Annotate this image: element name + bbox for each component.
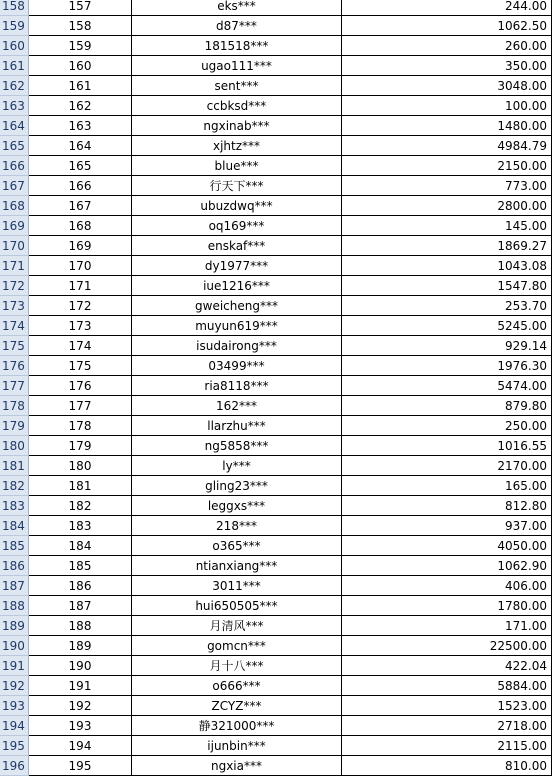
table-row xyxy=(0,336,555,356)
index-cell[interactable]: 157 xyxy=(29,0,132,16)
amount-cell[interactable]: 2150.00 xyxy=(342,156,552,176)
amount-cell[interactable]: 2800.00 xyxy=(342,196,552,216)
table-row xyxy=(0,236,555,256)
index-cell[interactable]: 188 xyxy=(29,616,132,636)
index-cell[interactable]: 168 xyxy=(29,216,132,236)
amount-cell[interactable]: 879.80 xyxy=(342,396,552,416)
row-header[interactable]: 174 xyxy=(0,316,29,336)
table-row xyxy=(0,436,555,456)
row-header[interactable]: 178 xyxy=(0,396,29,416)
username-cell[interactable]: muyun619*** xyxy=(132,316,342,336)
username-cell[interactable]: ly*** xyxy=(132,456,342,476)
index-cell[interactable]: 187 xyxy=(29,596,132,616)
username-cell[interactable]: enskaf*** xyxy=(132,236,342,256)
row-header[interactable]: 162 xyxy=(0,76,29,96)
index-cell[interactable]: 184 xyxy=(29,536,132,556)
index-cell[interactable]: 190 xyxy=(29,656,132,676)
index-cell[interactable]: 194 xyxy=(29,736,132,756)
table-row xyxy=(0,316,555,336)
index-cell[interactable]: 162 xyxy=(29,96,132,116)
row-header[interactable]: 175 xyxy=(0,336,29,356)
row-header[interactable]: 173 xyxy=(0,296,29,316)
amount-cell[interactable]: 812.80 xyxy=(342,496,552,516)
table-row xyxy=(0,16,555,36)
row-header[interactable]: 165 xyxy=(0,136,29,156)
row-header[interactable]: 193 xyxy=(0,696,29,716)
username-cell[interactable]: 静321000*** xyxy=(132,716,342,736)
amount-cell[interactable]: 5884.00 xyxy=(342,676,552,696)
username-cell[interactable]: 181518*** xyxy=(132,36,342,56)
username-cell[interactable]: xjhtz*** xyxy=(132,136,342,156)
username-cell[interactable]: ngxia*** xyxy=(132,756,342,776)
username-cell[interactable]: ntianxiang*** xyxy=(132,556,342,576)
username-cell[interactable]: ccbksd*** xyxy=(132,96,342,116)
amount-cell[interactable]: 4050.00 xyxy=(342,536,552,556)
index-cell[interactable]: 172 xyxy=(29,296,132,316)
row-header[interactable]: 192 xyxy=(0,676,29,696)
username-cell[interactable]: ubuzdwq*** xyxy=(132,196,342,216)
table-row xyxy=(0,556,555,576)
row-header[interactable]: 166 xyxy=(0,156,29,176)
amount-cell[interactable]: 171.00 xyxy=(342,616,552,636)
amount-cell[interactable]: 929.14 xyxy=(342,336,552,356)
amount-cell[interactable]: 244.00 xyxy=(342,0,552,16)
amount-cell[interactable]: 253.70 xyxy=(342,296,552,316)
amount-cell[interactable]: 145.00 xyxy=(342,216,552,236)
amount-cell[interactable]: 1523.00 xyxy=(342,696,552,716)
row-header[interactable]: 179 xyxy=(0,416,29,436)
username-cell[interactable]: blue*** xyxy=(132,156,342,176)
row-header[interactable]: 161 xyxy=(0,56,29,76)
index-cell[interactable]: 171 xyxy=(29,276,132,296)
table-row xyxy=(0,356,555,376)
username-cell[interactable]: eks*** xyxy=(132,0,342,16)
amount-cell[interactable]: 2718.00 xyxy=(342,716,552,736)
table-row xyxy=(0,56,555,76)
username-cell[interactable]: gweicheng*** xyxy=(132,296,342,316)
table-row xyxy=(0,656,555,676)
index-cell[interactable]: 173 xyxy=(29,316,132,336)
username-cell[interactable]: hui650505*** xyxy=(132,596,342,616)
amount-cell[interactable]: 3048.00 xyxy=(342,76,552,96)
table-row xyxy=(0,376,555,396)
index-cell[interactable]: 189 xyxy=(29,636,132,656)
row-header[interactable]: 188 xyxy=(0,596,29,616)
amount-cell[interactable]: 810.00 xyxy=(342,756,552,776)
index-cell[interactable]: 193 xyxy=(29,716,132,736)
username-cell[interactable]: o666*** xyxy=(132,676,342,696)
row-header[interactable]: 159 xyxy=(0,16,29,36)
index-cell[interactable]: 195 xyxy=(29,756,132,776)
username-cell[interactable]: ria8118*** xyxy=(132,376,342,396)
amount-cell[interactable]: 100.00 xyxy=(342,96,552,116)
index-cell[interactable]: 160 xyxy=(29,56,132,76)
username-cell[interactable]: isudairong*** xyxy=(132,336,342,356)
index-cell[interactable]: 164 xyxy=(29,136,132,156)
index-cell[interactable]: 166 xyxy=(29,176,132,196)
table-row xyxy=(0,416,555,436)
table-row xyxy=(0,156,555,176)
amount-cell[interactable]: 2170.00 xyxy=(342,456,552,476)
username-cell[interactable]: sent*** xyxy=(132,76,342,96)
index-cell[interactable]: 177 xyxy=(29,396,132,416)
username-cell[interactable]: leggxs*** xyxy=(132,496,342,516)
amount-cell[interactable]: 5474.00 xyxy=(342,376,552,396)
index-cell[interactable]: 181 xyxy=(29,476,132,496)
username-cell[interactable]: gling23*** xyxy=(132,476,342,496)
index-cell[interactable]: 191 xyxy=(29,676,132,696)
username-cell[interactable]: oq169*** xyxy=(132,216,342,236)
row-header[interactable]: 195 xyxy=(0,736,29,756)
table-row xyxy=(0,116,555,136)
username-cell[interactable]: dy1977*** xyxy=(132,256,342,276)
index-cell[interactable]: 179 xyxy=(29,436,132,456)
username-cell[interactable]: ZCYZ*** xyxy=(132,696,342,716)
row-header[interactable]: 164 xyxy=(0,116,29,136)
amount-cell[interactable]: 1480.00 xyxy=(342,116,552,136)
index-cell[interactable]: 158 xyxy=(29,16,132,36)
table-row xyxy=(0,76,555,96)
table-row xyxy=(0,256,555,276)
username-cell[interactable]: iue1216*** xyxy=(132,276,342,296)
table-row xyxy=(0,176,555,196)
username-cell[interactable]: d87*** xyxy=(132,16,342,36)
table-row xyxy=(0,516,555,536)
table-row xyxy=(0,496,555,516)
index-cell[interactable]: 176 xyxy=(29,376,132,396)
amount-cell[interactable]: 1062.90 xyxy=(342,556,552,576)
amount-cell[interactable]: 1976.30 xyxy=(342,356,552,376)
amount-cell[interactable]: 350.00 xyxy=(342,56,552,76)
table-row xyxy=(0,396,555,416)
username-cell[interactable]: gomcn*** xyxy=(132,636,342,656)
row-header[interactable]: 171 xyxy=(0,256,29,276)
row-header[interactable]: 167 xyxy=(0,176,29,196)
table-row xyxy=(0,136,555,156)
table-row xyxy=(0,96,555,116)
index-cell[interactable]: 167 xyxy=(29,196,132,216)
row-header[interactable]: 189 xyxy=(0,616,29,636)
amount-cell[interactable]: 165.00 xyxy=(342,476,552,496)
amount-cell[interactable]: 937.00 xyxy=(342,516,552,536)
row-header[interactable]: 172 xyxy=(0,276,29,296)
index-cell[interactable]: 180 xyxy=(29,456,132,476)
table-row xyxy=(0,736,555,756)
row-header[interactable]: 183 xyxy=(0,496,29,516)
table-row xyxy=(0,536,555,556)
username-cell[interactable]: ngxinab*** xyxy=(132,116,342,136)
row-header[interactable]: 177 xyxy=(0,376,29,396)
table-row xyxy=(0,276,555,296)
row-header[interactable]: 163 xyxy=(0,96,29,116)
table-row xyxy=(0,196,555,216)
amount-cell[interactable]: 1869.27 xyxy=(342,236,552,256)
row-header[interactable]: 160 xyxy=(0,36,29,56)
table-row xyxy=(0,0,555,16)
username-cell[interactable]: 03499*** xyxy=(132,356,342,376)
row-header[interactable]: 170 xyxy=(0,236,29,256)
index-cell[interactable]: 178 xyxy=(29,416,132,436)
amount-cell[interactable]: 1016.55 xyxy=(342,436,552,456)
row-header[interactable]: 180 xyxy=(0,436,29,456)
index-cell[interactable]: 165 xyxy=(29,156,132,176)
row-header[interactable]: 191 xyxy=(0,656,29,676)
amount-cell[interactable]: 1547.80 xyxy=(342,276,552,296)
row-header[interactable]: 187 xyxy=(0,576,29,596)
amount-cell[interactable]: 422.04 xyxy=(342,656,552,676)
index-cell[interactable]: 170 xyxy=(29,256,132,276)
table-row xyxy=(0,596,555,616)
username-cell[interactable]: 月十八*** xyxy=(132,656,342,676)
amount-cell[interactable]: 4984.79 xyxy=(342,136,552,156)
index-cell[interactable]: 169 xyxy=(29,236,132,256)
table-row xyxy=(0,636,555,656)
username-cell[interactable]: o365*** xyxy=(132,536,342,556)
username-cell[interactable]: ng5858*** xyxy=(132,436,342,456)
username-cell[interactable]: ugao111*** xyxy=(132,56,342,76)
username-cell[interactable]: 月清风*** xyxy=(132,616,342,636)
index-cell[interactable]: 192 xyxy=(29,696,132,716)
row-header[interactable]: 196 xyxy=(0,756,29,776)
amount-cell[interactable]: 260.00 xyxy=(342,36,552,56)
index-cell[interactable]: 186 xyxy=(29,576,132,596)
amount-cell[interactable]: 2115.00 xyxy=(342,736,552,756)
amount-cell[interactable]: 1062.50 xyxy=(342,16,552,36)
index-cell[interactable]: 183 xyxy=(29,516,132,536)
amount-cell[interactable]: 250.00 xyxy=(342,416,552,436)
username-cell[interactable]: 162*** xyxy=(132,396,342,416)
amount-cell[interactable]: 22500.00 xyxy=(342,636,552,656)
amount-cell[interactable]: 1780.00 xyxy=(342,596,552,616)
username-cell[interactable]: 218*** xyxy=(132,516,342,536)
amount-cell[interactable]: 406.00 xyxy=(342,576,552,596)
row-header[interactable]: 186 xyxy=(0,556,29,576)
table-row xyxy=(0,756,555,776)
row-header[interactable]: 169 xyxy=(0,216,29,236)
table-row xyxy=(0,576,555,596)
table-row xyxy=(0,616,555,636)
row-header[interactable]: 184 xyxy=(0,516,29,536)
row-header[interactable]: 194 xyxy=(0,716,29,736)
index-cell[interactable]: 185 xyxy=(29,556,132,576)
index-cell[interactable]: 174 xyxy=(29,336,132,356)
username-cell[interactable]: ijunbin*** xyxy=(132,736,342,756)
table-row xyxy=(0,676,555,696)
row-header[interactable]: 190 xyxy=(0,636,29,656)
amount-cell[interactable]: 773.00 xyxy=(342,176,552,196)
row-header[interactable]: 185 xyxy=(0,536,29,556)
index-cell[interactable]: 161 xyxy=(29,76,132,96)
amount-cell[interactable]: 5245.00 xyxy=(342,316,552,336)
username-cell[interactable]: 3011*** xyxy=(132,576,342,596)
amount-cell[interactable]: 1043.08 xyxy=(342,256,552,276)
table-row xyxy=(0,476,555,496)
index-cell[interactable]: 175 xyxy=(29,356,132,376)
table-row xyxy=(0,696,555,716)
table-row xyxy=(0,716,555,736)
row-header[interactable]: 168 xyxy=(0,196,29,216)
table-row xyxy=(0,216,555,236)
table-row xyxy=(0,456,555,476)
username-cell[interactable]: llarzhu*** xyxy=(132,416,342,436)
row-header[interactable]: 181 xyxy=(0,456,29,476)
username-cell[interactable]: 行天下*** xyxy=(132,176,342,196)
row-header[interactable]: 182 xyxy=(0,476,29,496)
row-header[interactable]: 176 xyxy=(0,356,29,376)
index-cell[interactable]: 182 xyxy=(29,496,132,516)
index-cell[interactable]: 159 xyxy=(29,36,132,56)
table-row xyxy=(0,296,555,316)
index-cell[interactable]: 163 xyxy=(29,116,132,136)
table-row xyxy=(0,36,555,56)
row-header[interactable]: 158 xyxy=(0,0,29,16)
